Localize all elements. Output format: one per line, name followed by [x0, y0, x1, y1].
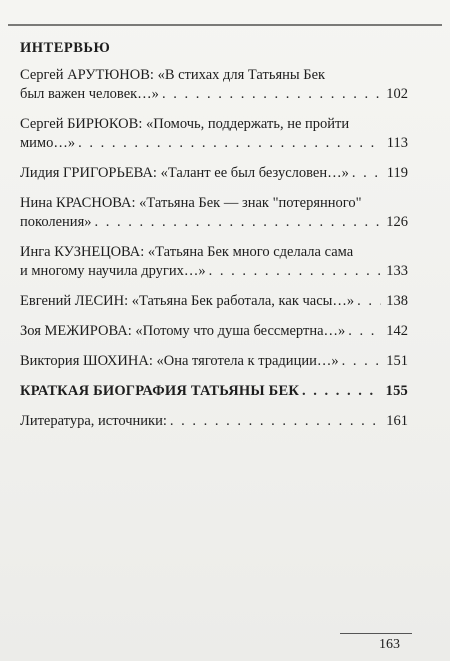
dot-leader	[302, 382, 381, 401]
toc-entry-mezhirova	[20, 322, 408, 341]
dot-leader	[95, 213, 382, 232]
toc-entry-text: КРАТКАЯ БИОГРАФИЯ ТАТЬЯНЫ БЕК	[20, 383, 300, 399]
toc-entry-text-line1: Сергей АРУТЮНОВ: «В стихах для Татьяны Бек	[20, 67, 326, 83]
dot-leader	[162, 85, 381, 104]
toc-page-number: 138	[386, 293, 408, 309]
toc-entry-text: Евгений ЛЕСИН: «Татьяна Бек работала, как часы…»	[20, 293, 355, 309]
dot-leader	[78, 134, 382, 153]
toc-page-number: 142	[386, 323, 408, 339]
toc-entry-text-line1: Сергей БИРЮКОВ: «Помочь, поддержать, не пройти	[20, 116, 350, 132]
dot-leader	[357, 292, 381, 311]
toc-entry-biography	[20, 382, 408, 401]
top-rule	[8, 24, 442, 26]
dot-leader	[352, 164, 382, 183]
dot-leader	[348, 322, 381, 341]
toc-entry-arutyunov	[20, 66, 408, 104]
dot-leader	[342, 352, 382, 371]
toc-page-number: 126	[386, 214, 408, 230]
toc-entry-text-line2: поколения»	[20, 214, 92, 230]
toc-entry-text: Литература, источники:	[20, 413, 167, 429]
dot-leader	[170, 412, 381, 431]
toc-entry-text-line1: Нина КРАСНОВА: «Татьяна Бек — знак "потерянного"	[20, 195, 362, 211]
toc-entry-lesin	[20, 292, 408, 311]
footer-page-number: 163	[379, 637, 400, 652]
toc-entry-text-line2: мимо…»	[20, 135, 76, 151]
toc-entry-krasnova	[20, 194, 408, 232]
table-of-contents	[20, 39, 408, 442]
toc-page-number: 113	[386, 135, 408, 151]
toc-entry-text: Виктория ШОХИНА: «Она тяготела к традиции…»	[20, 353, 339, 369]
toc-page-number: 133	[386, 263, 408, 279]
toc-page-number: 155	[385, 383, 408, 399]
toc-entry-text-line2: и многому научила других…»	[20, 263, 206, 279]
toc-entry-text: Лидия ГРИГОРЬЕВА: «Талант ее был безусловен…»	[20, 165, 349, 181]
toc-page-number: 102	[386, 86, 408, 102]
dot-leader	[209, 262, 382, 281]
toc-entry-text-line2: был важен человек…»	[20, 86, 159, 102]
toc-entry-text: Зоя МЕЖИРОВА: «Потому что душа бессмертна…»	[20, 323, 346, 339]
toc-entry-text-line1: Инга КУЗНЕЦОВА: «Татьяна Бек много сделала сама	[20, 244, 354, 260]
section-heading: ИНТЕРВЬЮ	[20, 40, 111, 56]
toc-entry-literature	[20, 412, 408, 431]
toc-page-number: 161	[386, 413, 408, 429]
toc-page-number: 119	[386, 165, 408, 181]
toc-entry-biryukov	[20, 115, 408, 153]
toc-entry-shokhina	[20, 352, 408, 371]
footer-rule	[340, 633, 412, 634]
toc-page-number: 151	[386, 353, 408, 369]
toc-entry-grigorieva	[20, 164, 408, 183]
toc-entry-kuznetsova	[20, 243, 408, 281]
